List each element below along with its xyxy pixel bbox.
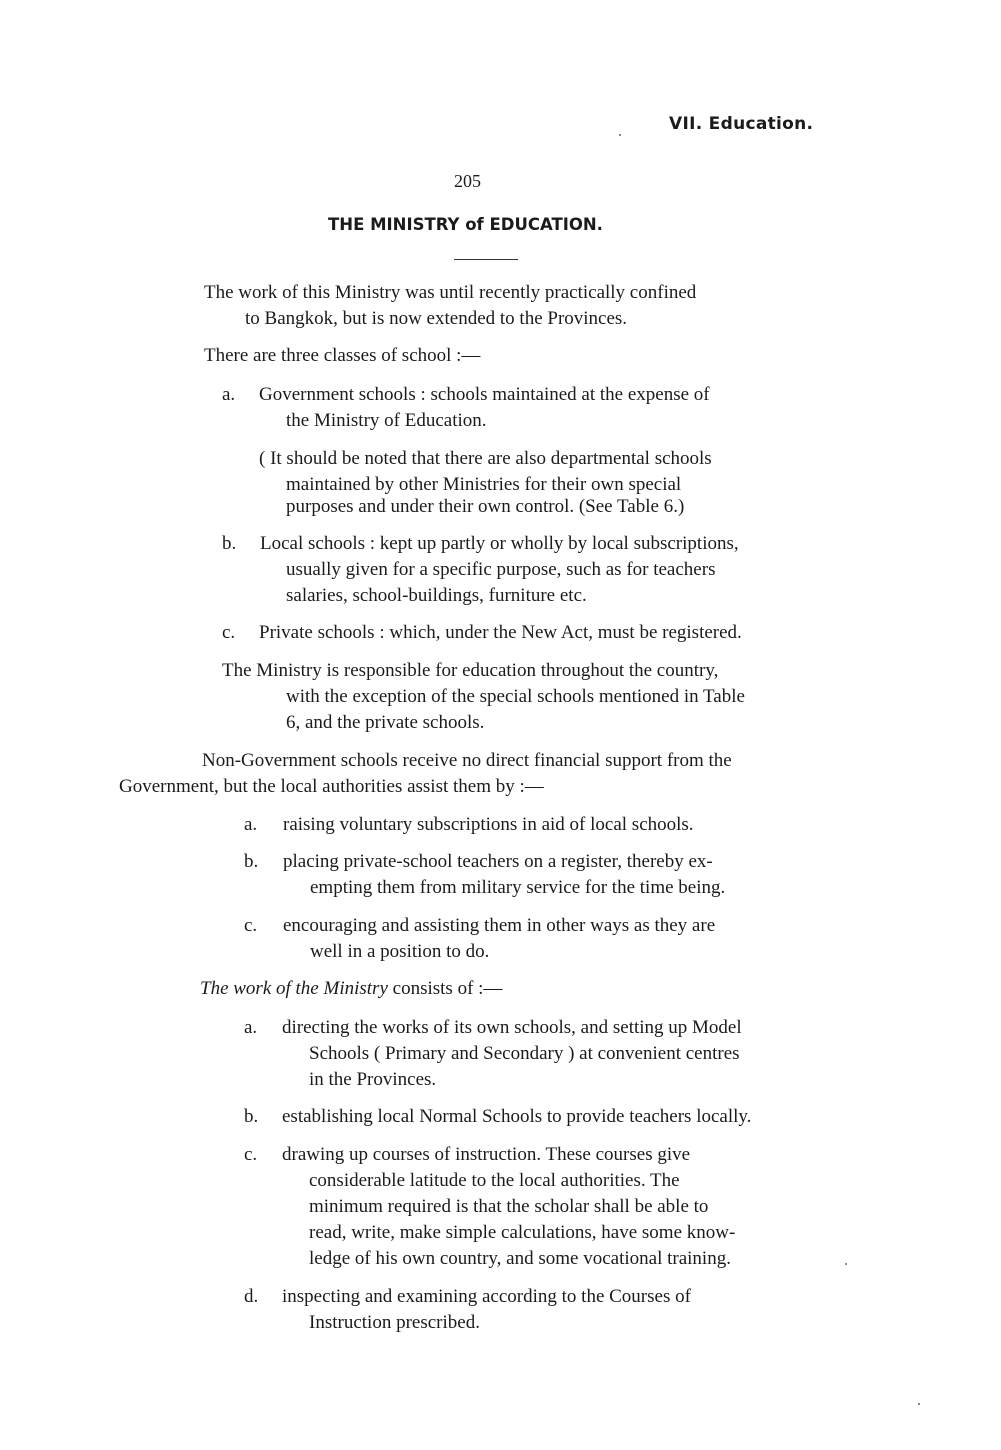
intro-paragraph-line-1: The work of this Ministry was until recently practically confined [204,282,697,303]
page-title: THE MINISTRY of EDUCATION. [328,215,603,234]
classes-intro: There are three classes of school :— [204,345,481,366]
work-item-a-line-1: directing the works of its own schools, and setting up Model [282,1017,742,1038]
assist-item-a-line-1: raising voluntary subscriptions in aid of local schools. [283,814,694,835]
class-a-line-1: Government schools : schools maintained at the expense of [259,384,710,405]
scan-speck [845,1263,847,1265]
list-marker: a. [222,384,236,405]
responsibility-line-3: 6, and the private schools. [286,712,485,733]
work-intro-rest: consists of :— [387,978,503,999]
work-item-d-line-1: inspecting and examining according to the Courses of [282,1286,691,1307]
work-item-c-line-5: ledge of his own country, and some vocational training. [309,1248,731,1269]
list-marker: d. [244,1286,259,1307]
intro-paragraph-line-2: to Bangkok, but is now extended to the Provinces. [245,308,628,329]
work-item-c-line-1: drawing up courses of instruction. These courses give [282,1144,691,1165]
class-b-line-1: Local schools : kept up partly or wholly by local subscriptions, [260,533,739,554]
work-item-c-line-4: read, write, make simple calculations, have some know- [309,1222,736,1243]
assist-item-b-line-2: empting them from military service for the time being. [310,877,726,898]
class-b-line-2: usually given for a specific purpose, such as for teachers [286,559,716,580]
list-marker: c. [244,1144,258,1165]
work-item-b-line-1: establishing local Normal Schools to provide teachers locally. [282,1106,752,1127]
class-a-line-2: the Ministry of Education. [286,410,487,431]
non-government-line-2: Government, but the local authorities assist them by :— [119,776,544,797]
list-marker: b. [222,533,237,554]
work-intro-italic: The work of the Ministry [200,978,388,999]
list-marker: b. [244,1106,259,1127]
list-marker: c. [222,622,236,643]
work-item-c-line-2: considerable latitude to the local authorities. The [309,1170,680,1191]
list-marker: b. [244,851,259,872]
note-line-3: purposes and under their own control. (See Table 6.) [286,496,685,517]
assist-item-c-line-1: encouraging and assisting them in other ways as they are [283,915,716,936]
responsibility-line-1: The Ministry is responsible for education throughout the country, [222,660,719,681]
work-item-a-line-2: Schools ( Primary and Secondary ) at convenient centres [309,1043,740,1064]
work-item-c-line-3: minimum required is that the scholar shall be able to [309,1196,709,1217]
section-header: VII. Education. [669,114,814,134]
list-marker: a. [244,1017,258,1038]
assist-item-c-line-2: well in a position to do. [310,941,490,962]
work-item-a-line-3: in the Provinces. [309,1069,437,1090]
list-marker: a. [244,814,258,835]
assist-item-b-line-1: placing private-school teachers on a register, thereby ex- [283,851,713,872]
note-line-1: ( It should be noted that there are also departmental schools [259,448,712,469]
note-line-2: maintained by other Ministries for their own special [286,474,682,495]
class-b-line-3: salaries, school-buildings, furniture etc. [286,585,587,606]
scan-speck [619,134,621,136]
work-intro [200,976,502,1002]
class-c-line-1: Private schools : which, under the New Act, must be registered. [259,622,742,643]
scan-speck [918,1403,920,1405]
title-rule [454,259,518,260]
non-government-line-1: Non-Government schools receive no direct financial support from the [202,750,732,771]
work-item-d-line-2: Instruction prescribed. [309,1312,480,1333]
page-number: 205 [454,171,481,191]
list-marker: c. [244,915,258,936]
responsibility-line-2: with the exception of the special schools mentioned in Table [286,686,745,707]
